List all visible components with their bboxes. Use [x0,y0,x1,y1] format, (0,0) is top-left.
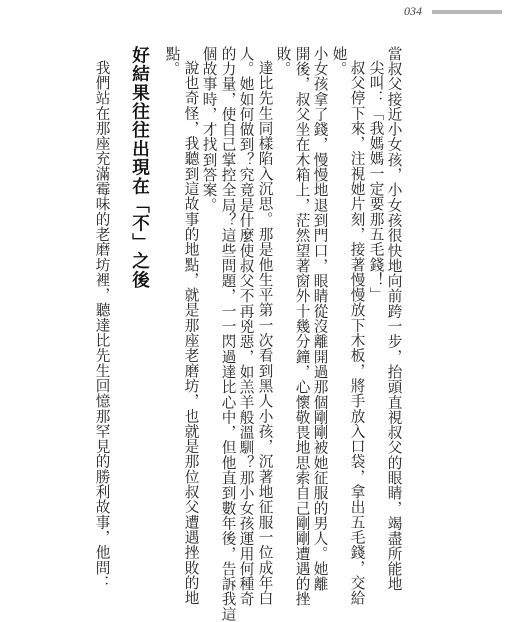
text-column-12: 說也奇怪，我聽到這故事的地點，就是那座老磨坊，也就是那位叔父遭遇挫敗的地 [182,60,200,606]
text-column-1: 當叔父接近小女孩，小女孩很快地向前跨一步，抬頭直視叔父的眼睛，竭盡所能地 [385,46,403,592]
section-heading: 好結果往往出現在「不」之後 [129,46,150,290]
text-column-6: 開後，叔父坐在木箱上，茫然望著窗外十幾分鐘，心懷敬畏地思索自己剛剛遭遇的挫 [293,46,311,607]
text-column-5: 小女孩拿了錢，慢慢地退到門口，眼睛從沒離開過那個剛剛被她征服的男人。她離 [311,46,329,592]
text-column-3: 叔父停下來，注視她片刻，接著慢慢放下木板，將手放入口袋，拿出五毛錢，交給 [348,60,366,606]
header-rule [432,10,502,14]
text-column-11: 個故事時，才找到答案。 [200,46,218,213]
text-column-4: 她。 [330,46,348,77]
text-column-2: 尖叫：「我媽媽一定要那五毛錢！」 [367,60,385,303]
text-column-13: 點。 [163,46,181,77]
text-column-8: 達比先生同樣陷入沉思。那是他生平第一次看到黑人小孩，沉著地征服一位成年白 [256,60,274,606]
text-column-after-heading: 我們站在那座充滿霉味的老磨坊裡，聽達比先生回憶那罕見的勝利故事，他問： [93,60,111,591]
page-number: 034 [404,4,422,18]
text-column-7: 敗。 [274,46,292,77]
text-column-9: 人。她如何做到？究竟是什麼使叔父不再兇惡，如羔羊般溫馴？那小女孩運用何種奇 [237,46,255,607]
text-column-10: 的力量，使自己掌控全局？這些問題，一一閃過達比心中，但他直到數年後，告訴我這 [219,46,237,622]
